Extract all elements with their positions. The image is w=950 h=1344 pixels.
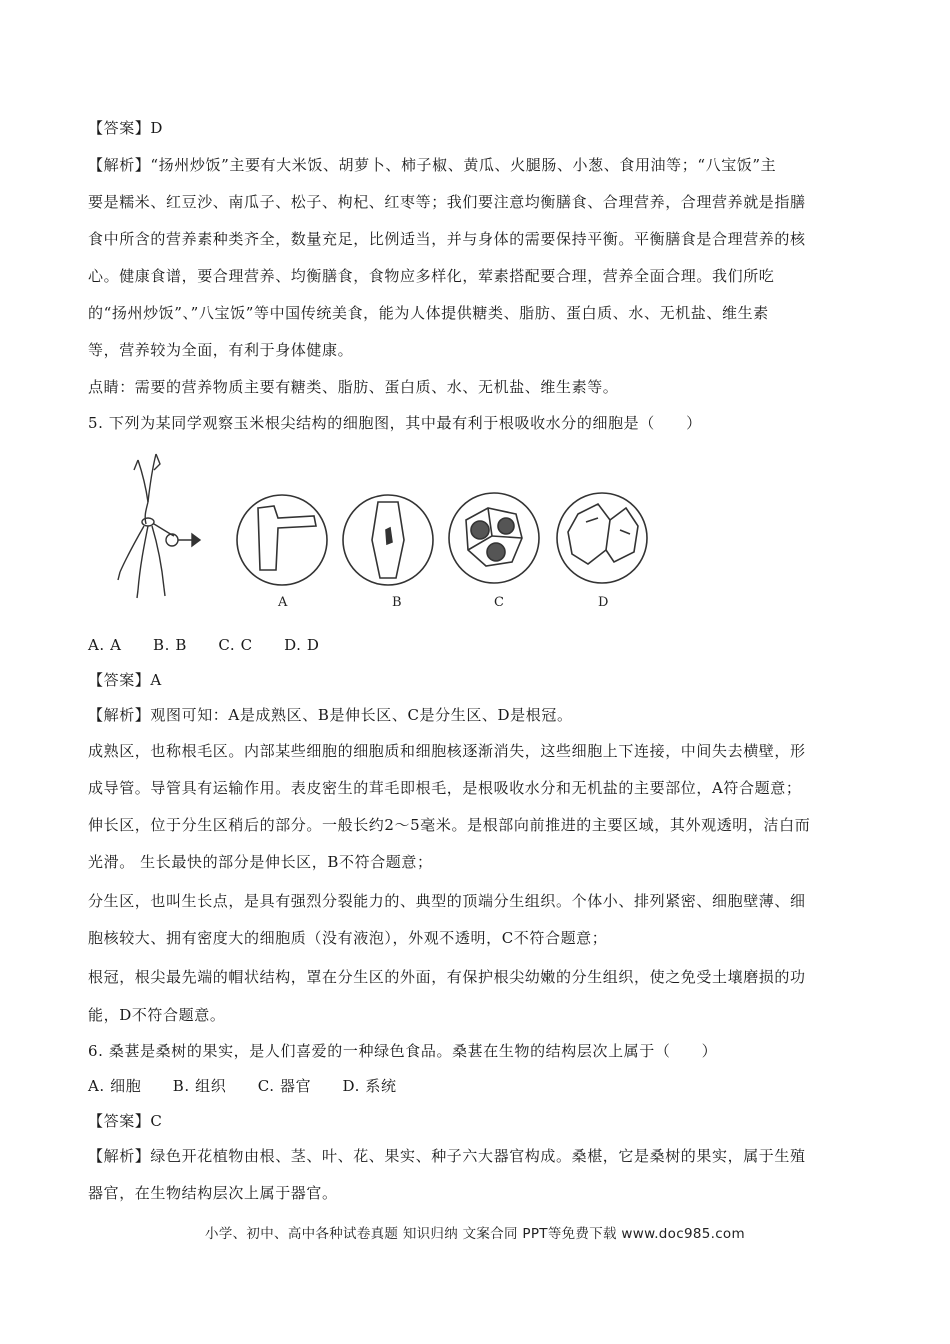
q5-option-d: D. D bbox=[284, 636, 320, 654]
q4-answer: 【答案】D bbox=[88, 119, 164, 137]
q5-option-c: C. C bbox=[218, 636, 253, 654]
q4-analysis-line: 食中所含的营养素种类齐全，数量充足，比例适当，并与身体的需要保持平衡。平衡膳食是合理营养的核 bbox=[88, 230, 806, 248]
q5-analysis-line: 根冠，根尖最先端的帽状结构，罩在分生区的外面，有保护根尖幼嫩的分生组织，使之免受土壤磨损的功 bbox=[88, 968, 806, 986]
q5-analysis-line: 能，D不符合题意。 bbox=[88, 1006, 226, 1024]
q5-analysis-line: 光滑。 生长最快的部分是伸长区，B不符合题意； bbox=[88, 853, 433, 871]
q5-analysis-line: 伸长区，位于分生区稍后的部分。一般长约2～5毫米。是根部向前推进的主要区域，其外观透明，洁白而 bbox=[88, 816, 811, 834]
q4-analysis-line: 要是糯米、红豆沙、南瓜子、松子、枸杞、红枣等；我们要注意均衡膳食、合理营养，合理营养就是指膳 bbox=[88, 193, 806, 211]
q4-analysis-line: 等，营养较为全面，有利于身体健康。 bbox=[88, 341, 354, 359]
q5-answer: 【答案】A bbox=[88, 671, 162, 689]
figure-label-c: C bbox=[494, 595, 504, 610]
q4-analysis-line: 的“扬州炒饭”、”八宝饭”等中国传统美食，能为人体提供糖类、脂肪、蛋白质、水、无机盐、维生素 bbox=[88, 304, 769, 322]
q5-analysis-line: 成导管。导管具有运输作用。表皮密生的茸毛即根毛，是根吸收水分和无机盐的主要部位，A符合题意； bbox=[88, 779, 802, 797]
root-tip-cell-figure bbox=[108, 450, 668, 620]
q6-analysis-line: 器官，在生物结构层次上属于器官。 bbox=[88, 1184, 338, 1202]
q6-option-c: C. 器官 bbox=[257, 1077, 312, 1095]
cell-b-drawing bbox=[343, 495, 433, 585]
q5-question: 5. 下列为某同学观察玉米根尖结构的细胞图，其中最有利于根吸收水分的细胞是（ ） bbox=[88, 414, 702, 432]
q5-option-a: A. A bbox=[88, 636, 122, 654]
q6-option-b: B. 组织 bbox=[172, 1077, 227, 1095]
q5-option-b: B. B bbox=[152, 636, 187, 654]
figure-label-d: D bbox=[598, 595, 609, 610]
q5-analysis-line: 分生区，也叫生长点，是具有强烈分裂能力的、典型的顶端分生组织。个体小、排列紧密、细胞壁薄、细 bbox=[88, 892, 806, 910]
q4-tip: 点睛：需要的营养物质主要有糖类、脂肪、蛋白质、水、无机盐、维生素等。 bbox=[88, 378, 619, 396]
q6-answer: 【答案】C bbox=[88, 1112, 163, 1130]
root-tip-figure-svg bbox=[108, 450, 668, 620]
q4-analysis-line: 心。健康食谱，要合理营养、均衡膳食，食物应多样化，荤素搭配要合理，营养全面合理。我们所吃 bbox=[88, 267, 775, 285]
q5-analysis-line: 【解析】观图可知：A是成熟区、B是伸长区、C是分生区、D是根冠。 bbox=[88, 706, 573, 724]
q6-analysis-line: 【解析】绿色开花植物由根、茎、叶、花、果实、种子六大器官构成。桑椹，它是桑树的果实，属于生殖 bbox=[88, 1147, 806, 1165]
q5-options bbox=[88, 635, 346, 655]
cell-a-drawing bbox=[237, 495, 327, 585]
q5-analysis-line: 成熟区，也称根毛区。内部某些细胞的细胞质和细胞核逐渐消失，这些细胞上下连接，中间失去横壁，形 bbox=[88, 742, 806, 760]
q4-analysis-line: 【解析】“扬州炒饭”主要有大米饭、胡萝卜、柿子椒、黄瓜、火腿肠、小葱、食用油等；“八宝饭”主 bbox=[88, 156, 777, 174]
cell-d-drawing bbox=[557, 493, 647, 583]
figure-label-a: A bbox=[278, 595, 288, 610]
q6-option-a: A. 细胞 bbox=[88, 1077, 142, 1095]
q6-question: 6. 桑葚是桑树的果实，是人们喜爱的一种绿色食品。桑葚在生物的结构层次上属于（ ） bbox=[88, 1042, 718, 1060]
figure-label-b: B bbox=[392, 595, 402, 610]
corn-seedling-drawing bbox=[118, 454, 200, 598]
cell-c-drawing bbox=[449, 493, 539, 583]
page-footer: 小学、初中、高中各种试卷真题 知识归纳 文案合同 PPT等免费下载 www.doc985.com bbox=[205, 1226, 745, 1242]
q6-options bbox=[88, 1076, 423, 1096]
q5-analysis-line: 胞核较大、拥有密度大的细胞质（没有液泡），外观不透明，C不符合题意； bbox=[88, 929, 608, 947]
q6-option-d: D. 系统 bbox=[342, 1077, 397, 1095]
